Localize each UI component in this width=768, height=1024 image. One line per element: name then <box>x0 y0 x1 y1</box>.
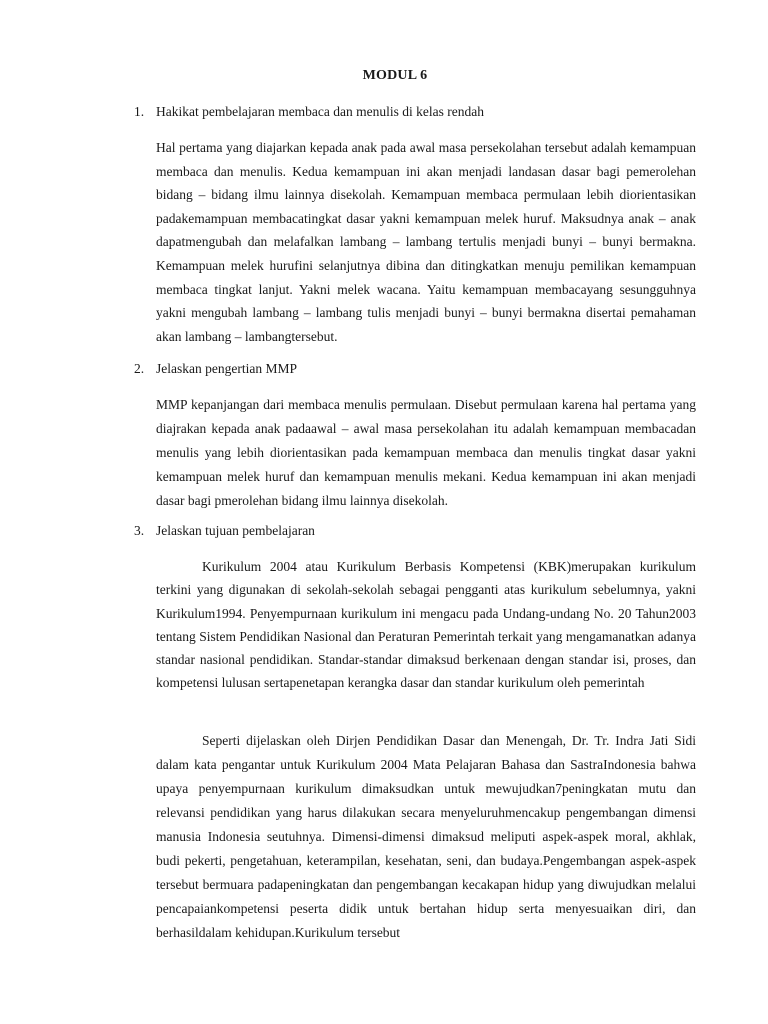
section-3-paragraph-2: Seperti dijelaskan oleh Dirjen Pendidikan Dasar dan Menengah, Dr. Tr. Indra Jati Sidi dalam kata pengantar untuk Kurikulum 2004 Mata Pelajaran Bahasa dan SastraIndonesia bahwa upaya penyempurnaan kurikulum dimaksudkan untuk mewujudkan7peningkatan mutu dan relevansi pendidikan yang harus dilakukan secara menyeluruhmencakup pengembangan dimensi manusia Indonesia seutuhnya. Dimensi-dimensi dimaksud meliputi aspek-aspek moral, akhlak, budi pekerti, pengetahuan, keterampilan, kesehatan, seni, dan budaya.Pengembangan aspek-aspek tersebut bermuara padapeningkatan dan pengembangan kecakapan hidup yang diwujudkan melalui pencapaiankompetensi peserta didik untuk bertahan hidup serta menyesuaikan diri, dan berhasildalam kehidupan.Kurikulum tersebut <box>156 733 696 940</box>
section-2-paragraph: MMP kepanjangan dari membaca menulis permulaan. Disebut permulaan karena hal pertama yang diajrakan kepada anak padaawal – awal masa persekolahan itu adalah kemampuan membacadan menulis yang lebih diorientasikan pada kemampuan membaca dan menulis tingkat dasar yakni kemampuan melek huruf dan kemampuan menulis mekani. Kedua kemampuan ini akan menjadi dasar bagi pmerolehan bidang ilmu lainnya disekolah. <box>156 397 696 508</box>
section-1-number: 1. <box>134 104 145 119</box>
section-3-paragraph-1: Kurikulum 2004 atau Kurikulum Berbasis Kompetensi (KBK)merupakan kurikulum terkini yang digunakan di sekolah-sekolah sebagai pengganti atas kurikulum sebelumnya, yakni Kurikulum1994. Penyempurnaan kurikulum ini mengacu pada Undang-undang No. 20 Tahun2003 tentang Sistem Pendidikan Nasional dan Peraturan Pemerintah terkait yang mengamanatkan adanya standar nasional pendidikan. Standar-standar dimaksud berkenaan dengan standar isi, proses, dan kompetensi lulusan sertapenetapan kerangka dasar dan standar kurikulum oleh pemerintah <box>156 559 696 691</box>
section-3-number: 3. <box>134 523 145 538</box>
section-3-heading: Jelaskan tujuan pembelajaran <box>156 523 315 538</box>
document-title: MODUL 6 <box>362 68 428 83</box>
section-1-paragraph: Hal pertama yang diajarkan kepada anak pada awal masa persekolahan tersebut adalah kemampuan membaca dan menulis. Kedua kemampuan ini akan menjadi landasan dasar bagi pemerolehan bidang – bidang ilmu lainnya disekolah. Kemampuan membaca permulaan lebih diorientasikan padakemampuan membacatingkat dasar yakni kemampuan melek huruf. Maksudnya anak – anak dapatmengubah dan melafalkan lambang – lambang tertulis menjadi bunyi – bunyi bermakna. Kemampuan melek hurufini selanjutnya dibina dan ditingkatkan menuju pemilikan kemampuan membaca tingkat lanjut. Yakni melek wacana. Yaitu kemampuan membacayang sesungguhnya yakni mengubah lambang – lambang tulis menjadi bunyi – bunyi bermakna disertai pemahaman akan lambang – lambangtersebut. <box>156 140 696 344</box>
section-1-heading: Hakikat pembelajaran membaca dan menulis di kelas rendah <box>156 104 484 119</box>
section-2-number: 2. <box>134 361 145 376</box>
section-2-heading: Jelaskan pengertian MMP <box>156 361 297 376</box>
